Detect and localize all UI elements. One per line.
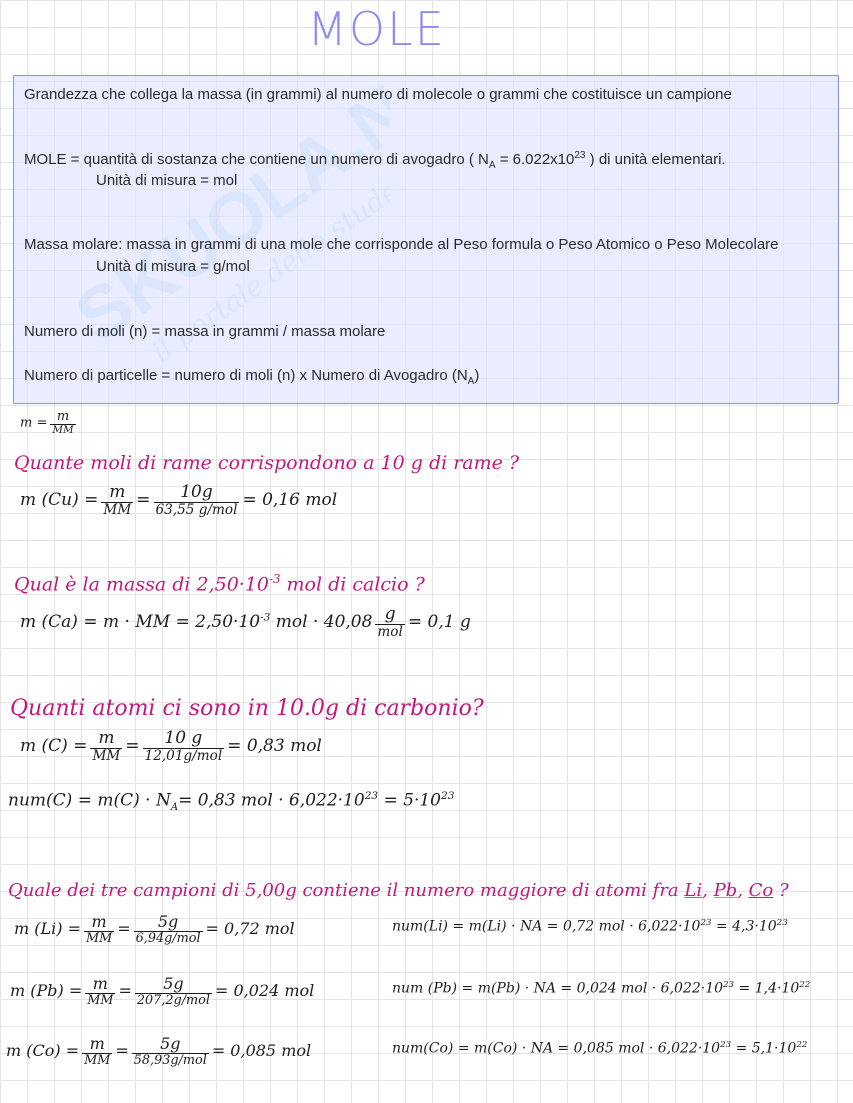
molar-mass-unit: Unità di misura = g/mol [96, 258, 250, 275]
base-formula: m = $\frac{m}{MM}$ [20, 409, 74, 436]
mole-definition: MOLE = quantità di sostanza che contiene un numero di avogadro ( $N_A = 6.022x10^{23}$ ) di unità elementari. [24, 150, 726, 171]
page-title: MOLE [307, 2, 446, 56]
definition-box [13, 75, 839, 404]
molar-mass-definition: Massa molare: massa in grammi di una mole che corrisponde al Peso formula o Peso Atomico o Peso Molecolare [24, 236, 779, 253]
answer-3-moles: m (C) = $\frac{m}{MM}$ = $\frac{10 g}{\text{12,01g/mol}}$ = 0,83 mol [20, 728, 322, 764]
answer-1: m (Cu) = $\frac{m}{MM}$ = $\frac{10g}{\text{63,55 g/mol}}$ = 0,16 mol [20, 482, 338, 518]
answer-4-co-moles: m (Co) = $\frac{m}{MM}$ = $\frac{5g}{\text{58,93g/mol}}$ = 0,085 mol [6, 1034, 312, 1068]
answer-4-co-particles: num(Co) = m(Co) · NA = 0,085 mol · $6,022\cdot 10^{23} = 5,1\cdot 10^{22}$ [392, 1040, 808, 1057]
mole-unit: Unità di misura = mol [96, 172, 238, 189]
particles-formula: Numero di particelle = numero di moli (n) x Numero di Avogadro $(N_A)$ [24, 367, 480, 387]
answer-2: m (Ca) = m · MM = $2,50\cdot 10^{-3}$ mol · 40,08 $\frac{g}{\text{mol}}$ = 0,1 g [20, 604, 471, 640]
definition-line: Grandezza che collega la massa (in grammi) al numero di molecole o grammi che costituisce un campione [24, 86, 732, 103]
moles-formula: Numero di moli (n) = massa in grammi / massa molare [24, 323, 386, 340]
answer-4-li-moles: m (Li) = $\frac{m}{MM}$ = $\frac{5g}{\text{6,94g/mol}}$ = 0,72 mol [14, 912, 295, 946]
question-4: Quale dei tre campioni di 5,00g contiene il numero maggiore di atomi fra Li, Pb, Co ? [8, 880, 789, 901]
answer-4-pb-particles: num (Pb) = m(Pb) · NA = 0,024 mol · $6,022\cdot 10^{23} = 1,4\cdot 10^{22}$ [392, 980, 811, 997]
answer-3-particles: $num(C) = m(C) \cdot N_A= 0,83$ mol · $6,022\cdot 10^{23} = 5\cdot 10^{23}$ [8, 790, 455, 814]
question-3: Quanti atomi ci sono in 10.0g di carbonio? [10, 696, 484, 721]
question-1: Quante moli di rame corrispondono a 10 g di rame ? [14, 452, 520, 474]
question-2: Qual è la massa di $2,50\cdot 10^{-3}$ mol di calcio ? [14, 572, 425, 596]
answer-4-li-particles: num(Li) = m(Li) · NA = 0,72 mol · $6,022\cdot 10^{23} = 4,3\cdot 10^{23}$ [392, 918, 788, 935]
answer-4-pb-moles: m (Pb) = $\frac{m}{MM}$ = $\frac{5g}{\text{207,2g/mol}}$ = 0,024 mol [10, 974, 315, 1008]
